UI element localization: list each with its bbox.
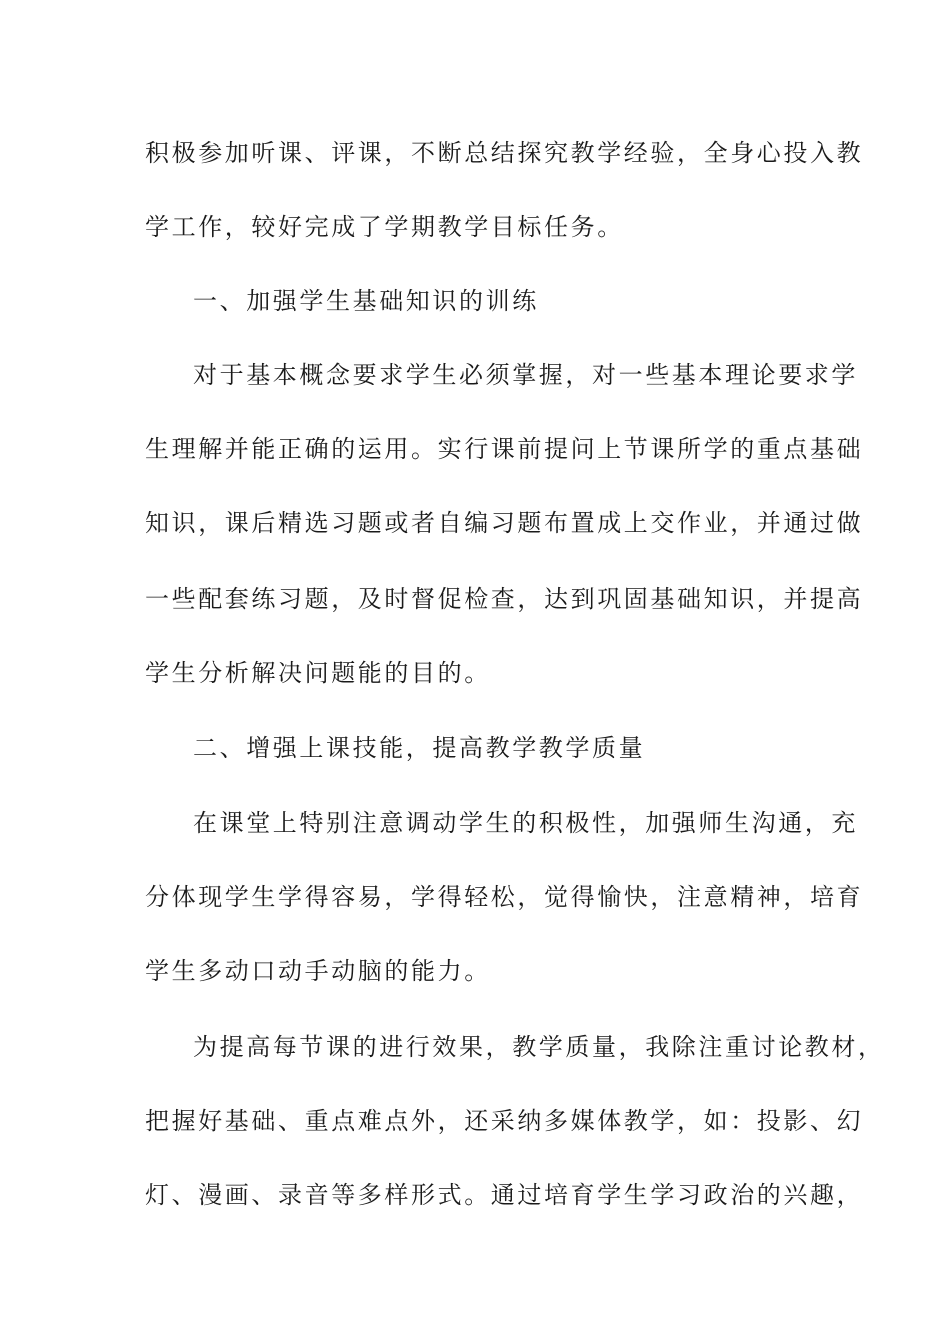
paragraph-line: 为提高每节课的进行效果，教学质量，我除注重讨论教材，	[193, 1033, 885, 1061]
paragraph-line: 学生多动口动手动脑的能力。	[145, 957, 491, 985]
paragraph-line: 学生分析解决问题能的目的。	[145, 659, 491, 687]
paragraph-line: 知识，课后精选习题或者自编习题布置成上交作业，并通过做	[145, 509, 864, 537]
paragraph-line: 在课堂上特别注意调动学生的积极性，加强师生沟通，充	[193, 809, 858, 837]
paragraph-line: 分体现学生学得容易，学得轻松，觉得愉快，注意精神，培育	[145, 883, 864, 911]
section-heading-1: 一、加强学生基础知识的训练	[193, 287, 539, 315]
paragraph-line: 把握好基础、重点难点外，还采纳多媒体教学，如：投影、幻	[145, 1107, 864, 1135]
paragraph-line: 灯、漫画、录音等多样形式。通过培育学生学习政治的兴趣，	[145, 1181, 864, 1209]
paragraph-line: 学工作，较好完成了学期教学目标任务。	[145, 213, 624, 241]
paragraph-line: 生理解并能正确的运用。实行课前提问上节课所学的重点基础	[145, 435, 864, 463]
section-heading-2: 二、增强上课技能，提高教学教学质量	[193, 734, 646, 762]
paragraph-line: 对于基本概念要求学生必须掌握，对一些基本理论要求学	[193, 361, 858, 389]
paragraph-line: 一些配套练习题，及时督促检查，达到巩固基础知识，并提高	[145, 585, 864, 613]
paragraph-line: 积极参加听课、评课，不断总结探究教学经验，全身心投入教	[145, 139, 864, 167]
